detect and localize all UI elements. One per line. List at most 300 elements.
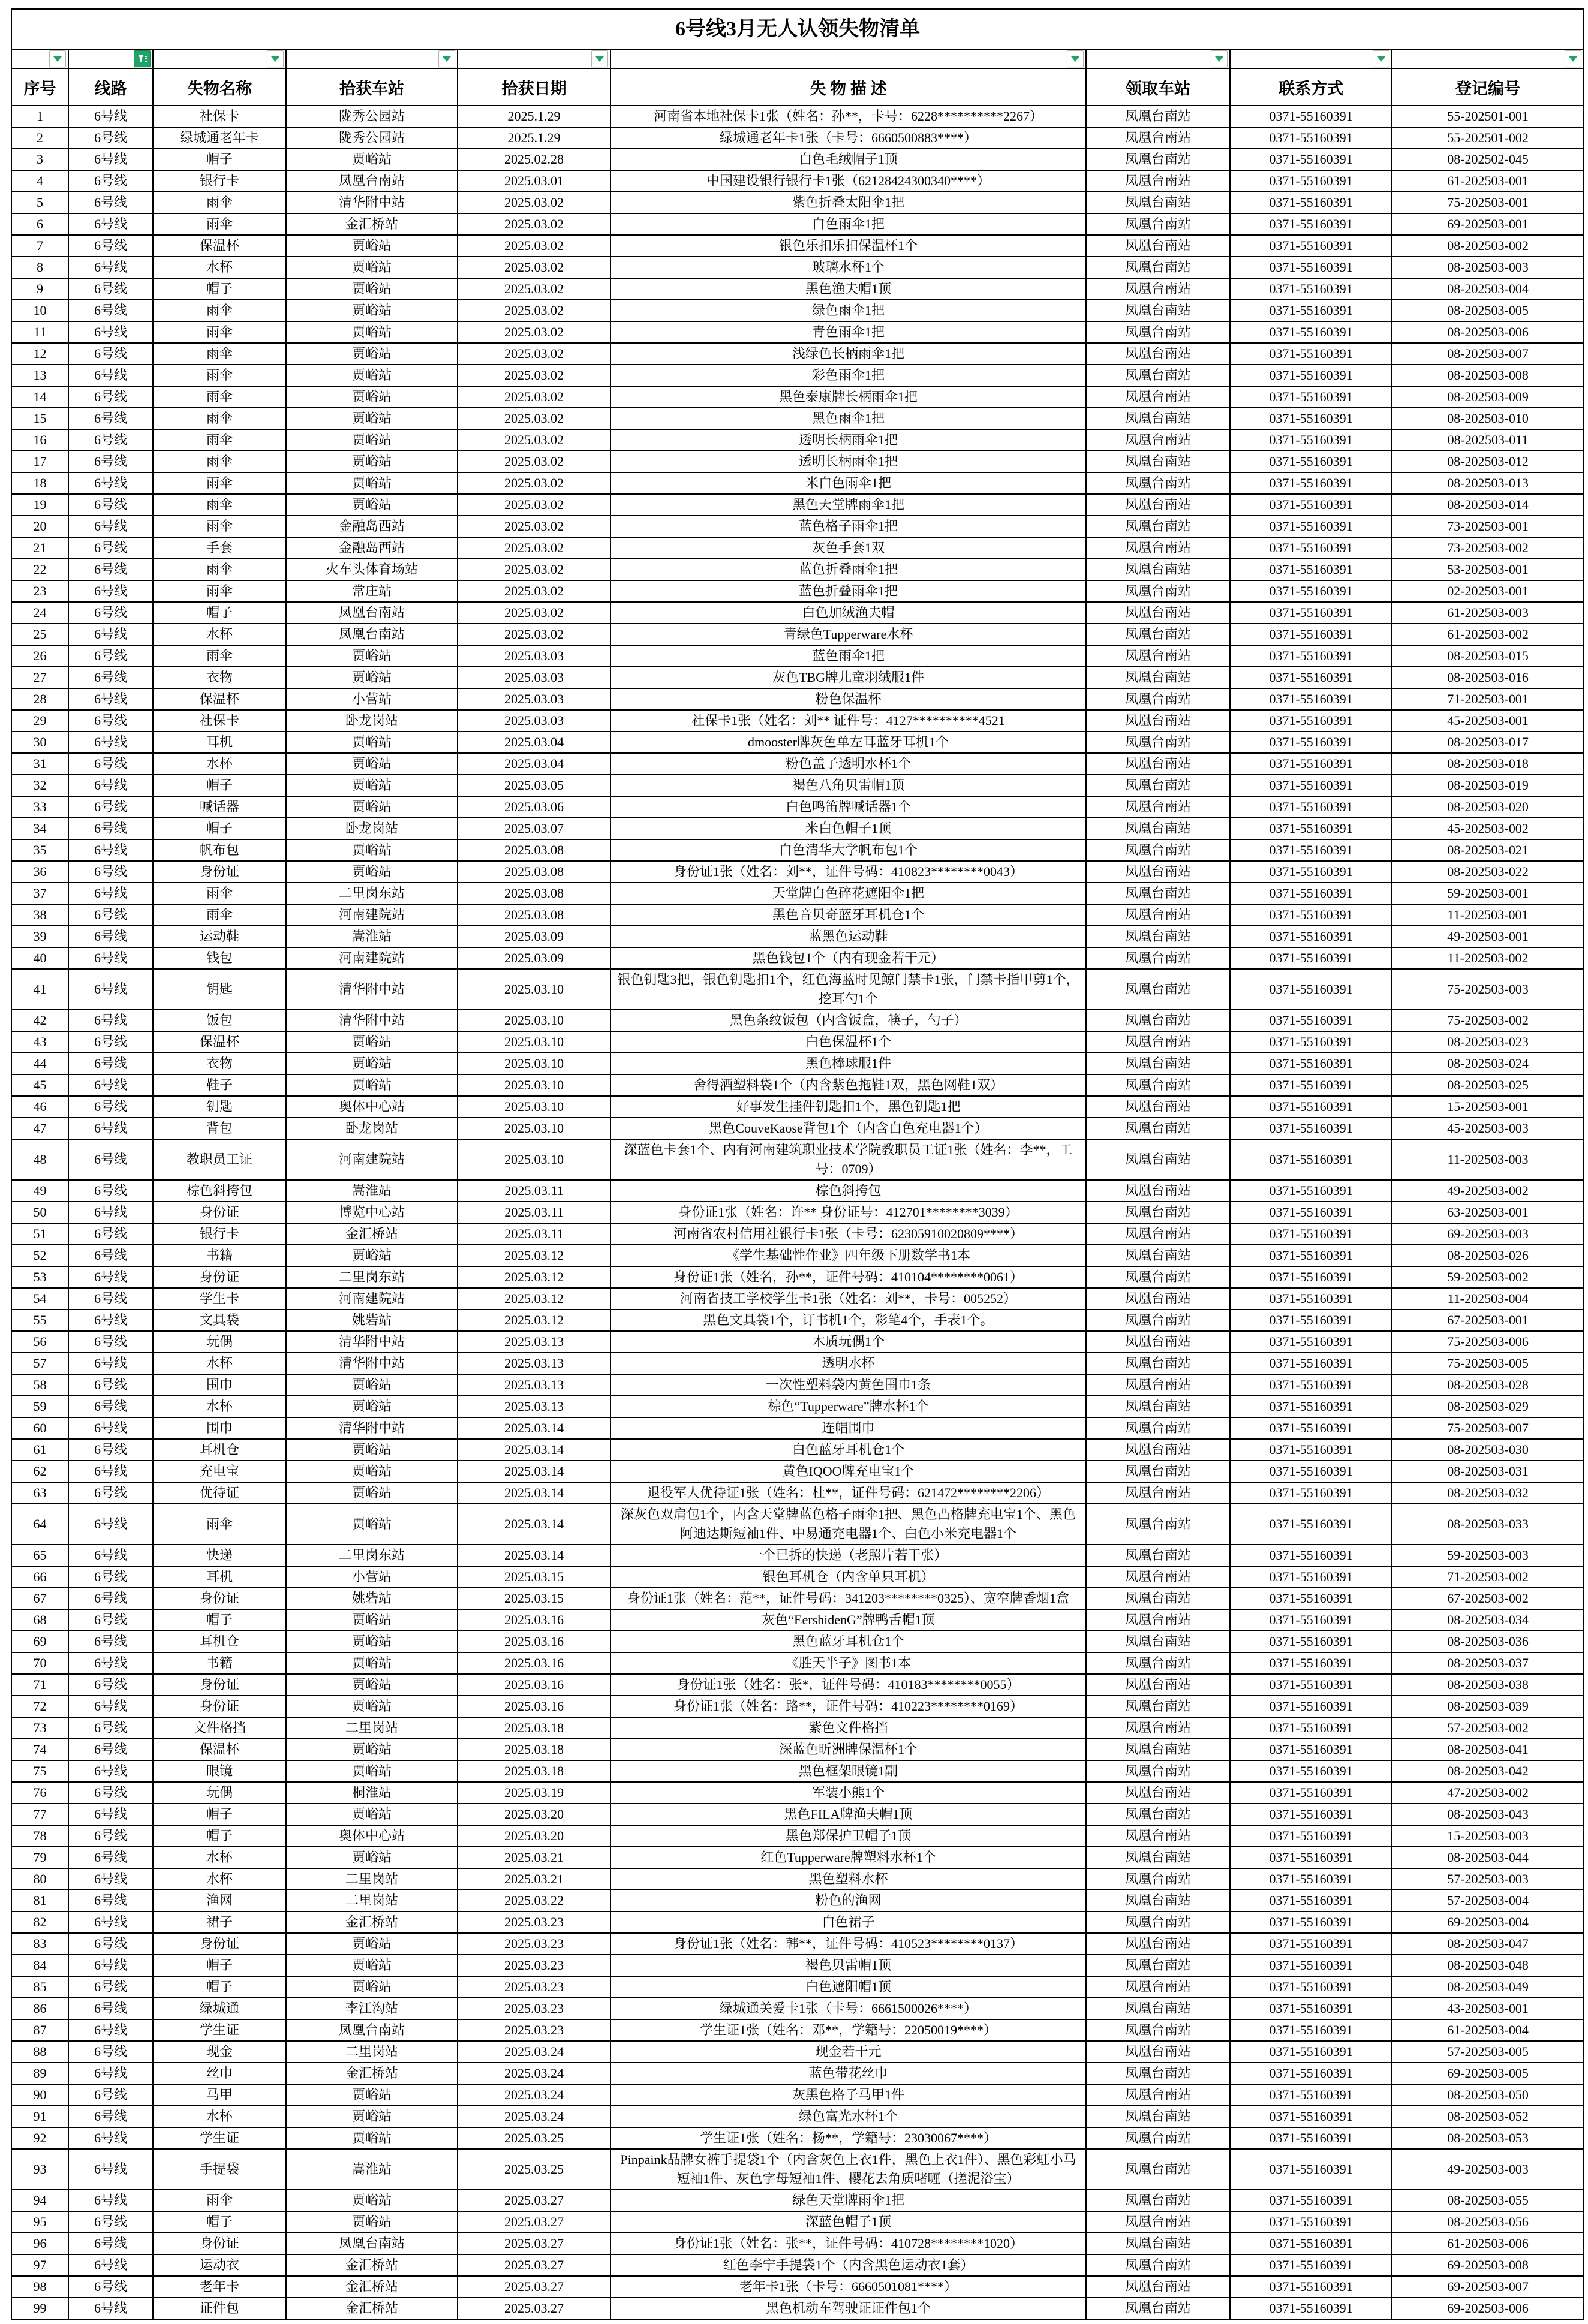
cell-found-date[interactable]: 2025.03.03: [458, 688, 610, 710]
filter-dropdown-button-found-date[interactable]: [591, 50, 608, 67]
cell-line[interactable]: 6号线: [68, 731, 153, 753]
cell-seq[interactable]: 19: [11, 494, 68, 516]
cell-found-station[interactable]: 清华附中站: [286, 192, 458, 213]
cell-item-name[interactable]: 社保卡: [153, 106, 286, 127]
cell-line[interactable]: 6号线: [68, 537, 153, 559]
cell-contact[interactable]: 0371-55160391: [1230, 1374, 1392, 1396]
cell-item-name[interactable]: 雨伞: [153, 429, 286, 451]
cell-found-date[interactable]: 2025.03.24: [458, 2106, 610, 2127]
cell-contact[interactable]: 0371-55160391: [1230, 192, 1392, 213]
cell-registration-no[interactable]: 57-202503-003: [1392, 1868, 1584, 1890]
cell-seq[interactable]: 65: [11, 1545, 68, 1566]
cell-found-station[interactable]: 清华附中站: [286, 1417, 458, 1439]
cell-description[interactable]: 青绿色Tupperware水杯: [610, 624, 1086, 645]
cell-seq[interactable]: 35: [11, 839, 68, 861]
cell-registration-no[interactable]: 08-202503-023: [1392, 1031, 1584, 1053]
cell-found-station[interactable]: 贾峪站: [286, 2084, 458, 2106]
cell-pickup-station[interactable]: 凤凰台南站: [1086, 731, 1230, 753]
cell-seq[interactable]: 46: [11, 1096, 68, 1118]
cell-contact[interactable]: 0371-55160391: [1230, 300, 1392, 321]
cell-line[interactable]: 6号线: [68, 386, 153, 408]
cell-item-name[interactable]: 保温杯: [153, 1031, 286, 1053]
cell-description[interactable]: 绿色富光水杯1个: [610, 2106, 1086, 2127]
cell-seq[interactable]: 88: [11, 2041, 68, 2063]
cell-found-date[interactable]: 2025.03.08: [458, 904, 610, 926]
cell-found-date[interactable]: 2025.03.27: [458, 2190, 610, 2211]
cell-line[interactable]: 6号线: [68, 2106, 153, 2127]
cell-pickup-station[interactable]: 凤凰台南站: [1086, 300, 1230, 321]
cell-item-name[interactable]: 身份证: [153, 1933, 286, 1955]
cell-seq[interactable]: 93: [11, 2149, 68, 2190]
cell-found-station[interactable]: 贾峪站: [286, 1696, 458, 1717]
cell-description[interactable]: 学生证1张（姓名：杨**，学籍号：23030067****）: [610, 2127, 1086, 2149]
cell-found-date[interactable]: 2025.03.13: [458, 1374, 610, 1396]
cell-found-date[interactable]: 2025.03.27: [458, 2298, 610, 2319]
cell-registration-no[interactable]: 69-202503-003: [1392, 1223, 1584, 1245]
cell-found-date[interactable]: 2025.03.03: [458, 667, 610, 688]
cell-pickup-station[interactable]: 凤凰台南站: [1086, 386, 1230, 408]
cell-line[interactable]: 6号线: [68, 2084, 153, 2106]
cell-contact[interactable]: 0371-55160391: [1230, 1482, 1392, 1504]
cell-found-date[interactable]: 2025.03.02: [458, 408, 610, 429]
cell-description[interactable]: 绿色雨伞1把: [610, 300, 1086, 321]
cell-item-name[interactable]: 棕色斜挎包: [153, 1180, 286, 1202]
cell-description[interactable]: 白色蓝牙耳机仓1个: [610, 1439, 1086, 1461]
cell-contact[interactable]: 0371-55160391: [1230, 731, 1392, 753]
cell-description[interactable]: 蓝黑色运动鞋: [610, 926, 1086, 947]
cell-contact[interactable]: 0371-55160391: [1230, 2019, 1392, 2041]
cell-line[interactable]: 6号线: [68, 1010, 153, 1031]
cell-registration-no[interactable]: 08-202503-031: [1392, 1461, 1584, 1482]
cell-description[interactable]: 紫色文件格挡: [610, 1717, 1086, 1739]
cell-found-station[interactable]: 凤凰台南站: [286, 2019, 458, 2041]
cell-found-station[interactable]: 贾峪站: [286, 429, 458, 451]
cell-description[interactable]: 黑色音贝奇蓝牙耳机仓1个: [610, 904, 1086, 926]
cell-contact[interactable]: 0371-55160391: [1230, 257, 1392, 278]
filter-dropdown-button-seq[interactable]: [49, 50, 66, 67]
cell-registration-no[interactable]: 71-202503-001: [1392, 688, 1584, 710]
cell-contact[interactable]: 0371-55160391: [1230, 1461, 1392, 1482]
cell-registration-no[interactable]: 53-202503-001: [1392, 559, 1584, 580]
cell-line[interactable]: 6号线: [68, 1868, 153, 1890]
cell-found-station[interactable]: 贾峪站: [286, 1976, 458, 1998]
cell-item-name[interactable]: 耳机仓: [153, 1631, 286, 1652]
cell-contact[interactable]: 0371-55160391: [1230, 1096, 1392, 1118]
cell-contact[interactable]: 0371-55160391: [1230, 839, 1392, 861]
cell-item-name[interactable]: 雨伞: [153, 343, 286, 365]
cell-registration-no[interactable]: 08-202503-049: [1392, 1976, 1584, 1998]
cell-contact[interactable]: 0371-55160391: [1230, 969, 1392, 1010]
cell-pickup-station[interactable]: 凤凰台南站: [1086, 1911, 1230, 1933]
cell-contact[interactable]: 0371-55160391: [1230, 494, 1392, 516]
page-title[interactable]: 6号线3月无人认领失物清单: [11, 9, 1584, 50]
cell-registration-no[interactable]: 08-202503-009: [1392, 386, 1584, 408]
cell-item-name[interactable]: 雨伞: [153, 192, 286, 213]
column-header-seq[interactable]: 序号: [11, 68, 68, 106]
cell-found-date[interactable]: 2025.03.09: [458, 926, 610, 947]
cell-line[interactable]: 6号线: [68, 624, 153, 645]
column-header-found-station[interactable]: 拾获车站: [286, 68, 458, 106]
cell-seq[interactable]: 40: [11, 947, 68, 969]
cell-found-date[interactable]: 2025.03.10: [458, 1053, 610, 1074]
column-header-pickup-station[interactable]: 领取车站: [1086, 68, 1230, 106]
cell-item-name[interactable]: 裙子: [153, 1911, 286, 1933]
cell-contact[interactable]: 0371-55160391: [1230, 883, 1392, 904]
cell-pickup-station[interactable]: 凤凰台南站: [1086, 1696, 1230, 1717]
cell-found-station[interactable]: 凤凰台南站: [286, 624, 458, 645]
cell-registration-no[interactable]: 59-202503-001: [1392, 883, 1584, 904]
cell-seq[interactable]: 99: [11, 2298, 68, 2319]
cell-contact[interactable]: 0371-55160391: [1230, 580, 1392, 602]
cell-contact[interactable]: 0371-55160391: [1230, 645, 1392, 667]
cell-found-date[interactable]: 2025.03.02: [458, 451, 610, 472]
column-header-found-date[interactable]: 拾获日期: [458, 68, 610, 106]
cell-registration-no[interactable]: 08-202503-042: [1392, 1760, 1584, 1782]
cell-registration-no[interactable]: 71-202503-002: [1392, 1566, 1584, 1588]
cell-found-station[interactable]: 贾峪站: [286, 343, 458, 365]
cell-description[interactable]: 棕色斜挎包: [610, 1180, 1086, 1202]
cell-item-name[interactable]: 帽子: [153, 149, 286, 170]
cell-found-station[interactable]: 贾峪站: [286, 1804, 458, 1825]
cell-pickup-station[interactable]: 凤凰台南站: [1086, 947, 1230, 969]
cell-item-name[interactable]: 雨伞: [153, 904, 286, 926]
cell-description[interactable]: 褐色贝雷帽1顶: [610, 1955, 1086, 1976]
cell-seq[interactable]: 42: [11, 1010, 68, 1031]
cell-found-station[interactable]: 姚砦站: [286, 1309, 458, 1331]
cell-contact[interactable]: 0371-55160391: [1230, 1976, 1392, 1998]
cell-seq[interactable]: 63: [11, 1482, 68, 1504]
cell-item-name[interactable]: 玩偶: [153, 1331, 286, 1353]
cell-line[interactable]: 6号线: [68, 1331, 153, 1353]
cell-registration-no[interactable]: 11-202503-002: [1392, 947, 1584, 969]
cell-found-station[interactable]: 凤凰台南站: [286, 2233, 458, 2254]
cell-seq[interactable]: 79: [11, 1847, 68, 1868]
cell-found-station[interactable]: 贾峪站: [286, 451, 458, 472]
cell-seq[interactable]: 21: [11, 537, 68, 559]
cell-description[interactable]: dmooster牌灰色单左耳蓝牙耳机1个: [610, 731, 1086, 753]
cell-item-name[interactable]: 快递: [153, 1545, 286, 1566]
cell-seq[interactable]: 14: [11, 386, 68, 408]
cell-pickup-station[interactable]: 凤凰台南站: [1086, 1804, 1230, 1825]
cell-pickup-station[interactable]: 凤凰台南站: [1086, 1566, 1230, 1588]
cell-contact[interactable]: 0371-55160391: [1230, 775, 1392, 796]
cell-found-date[interactable]: 2025.03.09: [458, 947, 610, 969]
cell-line[interactable]: 6号线: [68, 2063, 153, 2084]
cell-line[interactable]: 6号线: [68, 1139, 153, 1180]
cell-pickup-station[interactable]: 凤凰台南站: [1086, 1288, 1230, 1309]
cell-seq[interactable]: 51: [11, 1223, 68, 1245]
cell-pickup-station[interactable]: 凤凰台南站: [1086, 1223, 1230, 1245]
cell-seq[interactable]: 91: [11, 2106, 68, 2127]
cell-found-station[interactable]: 嵩淮站: [286, 926, 458, 947]
cell-found-station[interactable]: 贾峪站: [286, 1374, 458, 1396]
cell-pickup-station[interactable]: 凤凰台南站: [1086, 257, 1230, 278]
cell-contact[interactable]: 0371-55160391: [1230, 753, 1392, 775]
cell-item-name[interactable]: 帽子: [153, 1976, 286, 1998]
cell-description[interactable]: 棕色“Tupperware”牌水杯1个: [610, 1396, 1086, 1417]
cell-pickup-station[interactable]: 凤凰台南站: [1086, 192, 1230, 213]
cell-seq[interactable]: 73: [11, 1717, 68, 1739]
cell-item-name[interactable]: 学生证: [153, 2127, 286, 2149]
cell-item-name[interactable]: 钥匙: [153, 1096, 286, 1118]
cell-found-date[interactable]: 2025.03.08: [458, 883, 610, 904]
cell-line[interactable]: 6号线: [68, 149, 153, 170]
cell-pickup-station[interactable]: 凤凰台南站: [1086, 1139, 1230, 1180]
cell-found-station[interactable]: 贾峪站: [286, 1652, 458, 1674]
cell-contact[interactable]: 0371-55160391: [1230, 516, 1392, 537]
cell-pickup-station[interactable]: 凤凰台南站: [1086, 1588, 1230, 1609]
cell-item-name[interactable]: 马甲: [153, 2084, 286, 2106]
cell-found-station[interactable]: 贾峪站: [286, 839, 458, 861]
cell-contact[interactable]: 0371-55160391: [1230, 343, 1392, 365]
cell-line[interactable]: 6号线: [68, 1696, 153, 1717]
cell-found-station[interactable]: 贾峪站: [286, 775, 458, 796]
cell-pickup-station[interactable]: 凤凰台南站: [1086, 1396, 1230, 1417]
cell-item-name[interactable]: 水杯: [153, 1353, 286, 1374]
cell-found-station[interactable]: 二里岗东站: [286, 883, 458, 904]
cell-item-name[interactable]: 水杯: [153, 1847, 286, 1868]
cell-registration-no[interactable]: 08-202503-033: [1392, 1504, 1584, 1545]
cell-pickup-station[interactable]: 凤凰台南站: [1086, 818, 1230, 839]
cell-line[interactable]: 6号线: [68, 710, 153, 731]
cell-pickup-station[interactable]: 凤凰台南站: [1086, 1482, 1230, 1504]
cell-item-name[interactable]: 银行卡: [153, 1223, 286, 1245]
cell-contact[interactable]: 0371-55160391: [1230, 408, 1392, 429]
cell-found-date[interactable]: 2025.03.10: [458, 969, 610, 1010]
cell-pickup-station[interactable]: 凤凰台南站: [1086, 624, 1230, 645]
cell-contact[interactable]: 0371-55160391: [1230, 818, 1392, 839]
cell-seq[interactable]: 64: [11, 1504, 68, 1545]
cell-line[interactable]: 6号线: [68, 1396, 153, 1417]
cell-description[interactable]: 木质玩偶1个: [610, 1331, 1086, 1353]
cell-description[interactable]: 银色钥匙3把，银色钥匙扣1个，红色海蓝时见鲸门禁卡1张，门禁卡指甲剪1个，挖耳勺1个: [610, 969, 1086, 1010]
cell-found-station[interactable]: 金融岛西站: [286, 516, 458, 537]
cell-found-station[interactable]: 贾峪站: [286, 1074, 458, 1096]
cell-item-name[interactable]: 雨伞: [153, 494, 286, 516]
cell-description[interactable]: 黑色塑料水杯: [610, 1868, 1086, 1890]
cell-line[interactable]: 6号线: [68, 1245, 153, 1266]
cell-item-name[interactable]: 运动鞋: [153, 926, 286, 947]
cell-line[interactable]: 6号线: [68, 192, 153, 213]
cell-found-date[interactable]: 2025.03.27: [458, 2254, 610, 2276]
cell-item-name[interactable]: 水杯: [153, 1396, 286, 1417]
cell-seq[interactable]: 7: [11, 235, 68, 257]
cell-found-date[interactable]: 2025.03.02: [458, 429, 610, 451]
cell-description[interactable]: 深灰色双肩包1个，内含天堂牌蓝色格子雨伞1把、黑色凸格牌充电宝1个、黑色阿迪达斯短袖1件、中易通充电器1个、白色小米充电器1个: [610, 1504, 1086, 1545]
cell-description[interactable]: 好事发生挂件钥匙扣1个，黑色钥匙1把: [610, 1096, 1086, 1118]
cell-contact[interactable]: 0371-55160391: [1230, 947, 1392, 969]
cell-found-date[interactable]: 2025.03.08: [458, 861, 610, 883]
cell-pickup-station[interactable]: 凤凰台南站: [1086, 667, 1230, 688]
cell-line[interactable]: 6号线: [68, 1566, 153, 1588]
cell-line[interactable]: 6号线: [68, 278, 153, 300]
cell-line[interactable]: 6号线: [68, 1482, 153, 1504]
cell-found-date[interactable]: 2025.03.08: [458, 839, 610, 861]
cell-line[interactable]: 6号线: [68, 2041, 153, 2063]
cell-item-name[interactable]: 身份证: [153, 1202, 286, 1223]
cell-line[interactable]: 6号线: [68, 2233, 153, 2254]
cell-line[interactable]: 6号线: [68, 688, 153, 710]
cell-found-station[interactable]: 贾峪站: [286, 1482, 458, 1504]
cell-pickup-station[interactable]: 凤凰台南站: [1086, 559, 1230, 580]
cell-found-date[interactable]: 2025.03.10: [458, 1118, 610, 1139]
cell-contact[interactable]: 0371-55160391: [1230, 1674, 1392, 1696]
cell-description[interactable]: 粉色保温杯: [610, 688, 1086, 710]
cell-seq[interactable]: 58: [11, 1374, 68, 1396]
cell-contact[interactable]: 0371-55160391: [1230, 1074, 1392, 1096]
cell-contact[interactable]: 0371-55160391: [1230, 149, 1392, 170]
cell-line[interactable]: 6号线: [68, 645, 153, 667]
cell-seq[interactable]: 37: [11, 883, 68, 904]
cell-line[interactable]: 6号线: [68, 1847, 153, 1868]
cell-found-date[interactable]: 2025.03.12: [458, 1309, 610, 1331]
cell-contact[interactable]: 0371-55160391: [1230, 861, 1392, 883]
cell-registration-no[interactable]: 69-202503-001: [1392, 213, 1584, 235]
cell-registration-no[interactable]: 75-202503-007: [1392, 1417, 1584, 1439]
cell-line[interactable]: 6号线: [68, 1309, 153, 1331]
cell-found-station[interactable]: 陇秀公园站: [286, 106, 458, 127]
cell-contact[interactable]: 0371-55160391: [1230, 321, 1392, 343]
cell-registration-no[interactable]: 67-202503-002: [1392, 1588, 1584, 1609]
cell-item-name[interactable]: 雨伞: [153, 580, 286, 602]
cell-found-station[interactable]: 金汇桥站: [286, 1223, 458, 1245]
cell-registration-no[interactable]: 43-202503-001: [1392, 1998, 1584, 2019]
cell-contact[interactable]: 0371-55160391: [1230, 537, 1392, 559]
cell-contact[interactable]: 0371-55160391: [1230, 1031, 1392, 1053]
cell-description[interactable]: Pinpaink品牌女裤手提袋1个（内含灰色上衣1件，黑色上衣1件）、黑色彩虹小马短袖1件、灰色字母短袖1件、樱花去角质啫喱（搓泥浴宝）: [610, 2149, 1086, 2190]
cell-registration-no[interactable]: 61-202503-002: [1392, 624, 1584, 645]
cell-line[interactable]: 6号线: [68, 753, 153, 775]
cell-description[interactable]: 连帽围巾: [610, 1417, 1086, 1439]
cell-found-date[interactable]: 2025.03.02: [458, 516, 610, 537]
cell-pickup-station[interactable]: 凤凰台南站: [1086, 127, 1230, 149]
cell-description[interactable]: 黑色蓝牙耳机仓1个: [610, 1631, 1086, 1652]
cell-registration-no[interactable]: 08-202503-044: [1392, 1847, 1584, 1868]
cell-found-date[interactable]: 2025.03.11: [458, 1223, 610, 1245]
cell-registration-no[interactable]: 11-202503-004: [1392, 1288, 1584, 1309]
cell-item-name[interactable]: 雨伞: [153, 1504, 286, 1545]
cell-found-date[interactable]: 2025.03.23: [458, 1955, 610, 1976]
cell-description[interactable]: 身份证1张（姓名：范**，证件号码：341203********0325）、宽窄牌香烟1盒: [610, 1588, 1086, 1609]
cell-registration-no[interactable]: 08-202503-003: [1392, 257, 1584, 278]
cell-found-date[interactable]: 2025.03.02: [458, 386, 610, 408]
cell-item-name[interactable]: 钥匙: [153, 969, 286, 1010]
cell-contact[interactable]: 0371-55160391: [1230, 688, 1392, 710]
cell-found-date[interactable]: 2025.03.24: [458, 2063, 610, 2084]
cell-description[interactable]: 黑色文具袋1个，订书机1个，彩笔4个，手表1个。: [610, 1309, 1086, 1331]
cell-contact[interactable]: 0371-55160391: [1230, 1652, 1392, 1674]
cell-registration-no[interactable]: 08-202503-014: [1392, 494, 1584, 516]
cell-registration-no[interactable]: 57-202503-005: [1392, 2041, 1584, 2063]
cell-seq[interactable]: 17: [11, 451, 68, 472]
cell-line[interactable]: 6号线: [68, 796, 153, 818]
cell-description[interactable]: 白色毛绒帽子1顶: [610, 149, 1086, 170]
cell-registration-no[interactable]: 08-202503-006: [1392, 321, 1584, 343]
cell-found-date[interactable]: 2025.03.02: [458, 235, 610, 257]
cell-contact[interactable]: 0371-55160391: [1230, 1825, 1392, 1847]
cell-found-date[interactable]: 2025.03.02: [458, 537, 610, 559]
cell-found-date[interactable]: 2025.03.02: [458, 365, 610, 386]
cell-registration-no[interactable]: 08-202503-013: [1392, 472, 1584, 494]
cell-item-name[interactable]: 雨伞: [153, 559, 286, 580]
cell-registration-no[interactable]: 75-202503-005: [1392, 1353, 1584, 1374]
cell-pickup-station[interactable]: 凤凰台南站: [1086, 408, 1230, 429]
cell-line[interactable]: 6号线: [68, 2276, 153, 2298]
cell-found-date[interactable]: 2025.03.12: [458, 1245, 610, 1266]
cell-pickup-station[interactable]: 凤凰台南站: [1086, 170, 1230, 192]
cell-found-station[interactable]: 金汇桥站: [286, 2063, 458, 2084]
cell-description[interactable]: 社保卡1张（姓名：刘** 证件号：4127**********4521: [610, 710, 1086, 731]
cell-found-date[interactable]: 2025.03.14: [458, 1482, 610, 1504]
cell-found-station[interactable]: 奥体中心站: [286, 1825, 458, 1847]
cell-seq[interactable]: 15: [11, 408, 68, 429]
cell-seq[interactable]: 28: [11, 688, 68, 710]
cell-found-date[interactable]: 2025.03.04: [458, 753, 610, 775]
cell-description[interactable]: 灰色手套1双: [610, 537, 1086, 559]
filter-funnel-button-line[interactable]: [134, 50, 151, 67]
cell-item-name[interactable]: 钱包: [153, 947, 286, 969]
cell-found-date[interactable]: 2025.03.10: [458, 1074, 610, 1096]
cell-registration-no[interactable]: 69-202503-005: [1392, 2063, 1584, 2084]
cell-contact[interactable]: 0371-55160391: [1230, 1782, 1392, 1804]
cell-pickup-station[interactable]: 凤凰台南站: [1086, 235, 1230, 257]
cell-found-station[interactable]: 凤凰台南站: [286, 602, 458, 624]
cell-description[interactable]: 河南省技工学校学生卡1张（姓名：刘**，卡号：005252）: [610, 1288, 1086, 1309]
cell-description[interactable]: 黑色钱包1个（内有现金若干元）: [610, 947, 1086, 969]
cell-registration-no[interactable]: 08-202503-024: [1392, 1053, 1584, 1074]
cell-item-name[interactable]: 喊话器: [153, 796, 286, 818]
cell-contact[interactable]: 0371-55160391: [1230, 1288, 1392, 1309]
cell-contact[interactable]: 0371-55160391: [1230, 472, 1392, 494]
cell-contact[interactable]: 0371-55160391: [1230, 1609, 1392, 1631]
cell-registration-no[interactable]: 57-202503-004: [1392, 1890, 1584, 1911]
cell-found-date[interactable]: 2025.03.02: [458, 343, 610, 365]
cell-pickup-station[interactable]: 凤凰台南站: [1086, 775, 1230, 796]
cell-pickup-station[interactable]: 凤凰台南站: [1086, 1374, 1230, 1396]
cell-seq[interactable]: 5: [11, 192, 68, 213]
cell-found-station[interactable]: 常庄站: [286, 580, 458, 602]
cell-registration-no[interactable]: 15-202503-001: [1392, 1096, 1584, 1118]
cell-item-name[interactable]: 雨伞: [153, 408, 286, 429]
cell-description[interactable]: 黑色郑保护卫帽子1顶: [610, 1825, 1086, 1847]
cell-registration-no[interactable]: 45-202503-001: [1392, 710, 1584, 731]
cell-line[interactable]: 6号线: [68, 1074, 153, 1096]
cell-found-date[interactable]: 2025.03.16: [458, 1696, 610, 1717]
cell-contact[interactable]: 0371-55160391: [1230, 1868, 1392, 1890]
cell-line[interactable]: 6号线: [68, 494, 153, 516]
cell-description[interactable]: 蓝色格子雨伞1把: [610, 516, 1086, 537]
cell-found-station[interactable]: 金汇桥站: [286, 2276, 458, 2298]
cell-found-station[interactable]: 贾峪站: [286, 149, 458, 170]
cell-found-station[interactable]: 河南建院站: [286, 1288, 458, 1309]
cell-found-station[interactable]: 卧龙岗站: [286, 818, 458, 839]
cell-pickup-station[interactable]: 凤凰台南站: [1086, 321, 1230, 343]
cell-description[interactable]: 身份证1张（姓名：刘**，证件号码：410823********0043）: [610, 861, 1086, 883]
cell-item-name[interactable]: 水杯: [153, 257, 286, 278]
cell-registration-no[interactable]: 69-202503-006: [1392, 2298, 1584, 2319]
cell-found-date[interactable]: 2025.03.02: [458, 192, 610, 213]
cell-registration-no[interactable]: 73-202503-001: [1392, 516, 1584, 537]
cell-pickup-station[interactable]: 凤凰台南站: [1086, 1782, 1230, 1804]
cell-contact[interactable]: 0371-55160391: [1230, 1053, 1392, 1074]
cell-registration-no[interactable]: 55-202501-001: [1392, 106, 1584, 127]
cell-description[interactable]: 黑色天堂牌雨伞1把: [610, 494, 1086, 516]
cell-pickup-station[interactable]: 凤凰台南站: [1086, 796, 1230, 818]
cell-found-station[interactable]: 贾峪站: [286, 1245, 458, 1266]
cell-line[interactable]: 6号线: [68, 2190, 153, 2211]
cell-contact[interactable]: 0371-55160391: [1230, 1202, 1392, 1223]
cell-found-station[interactable]: 贾峪站: [286, 408, 458, 429]
